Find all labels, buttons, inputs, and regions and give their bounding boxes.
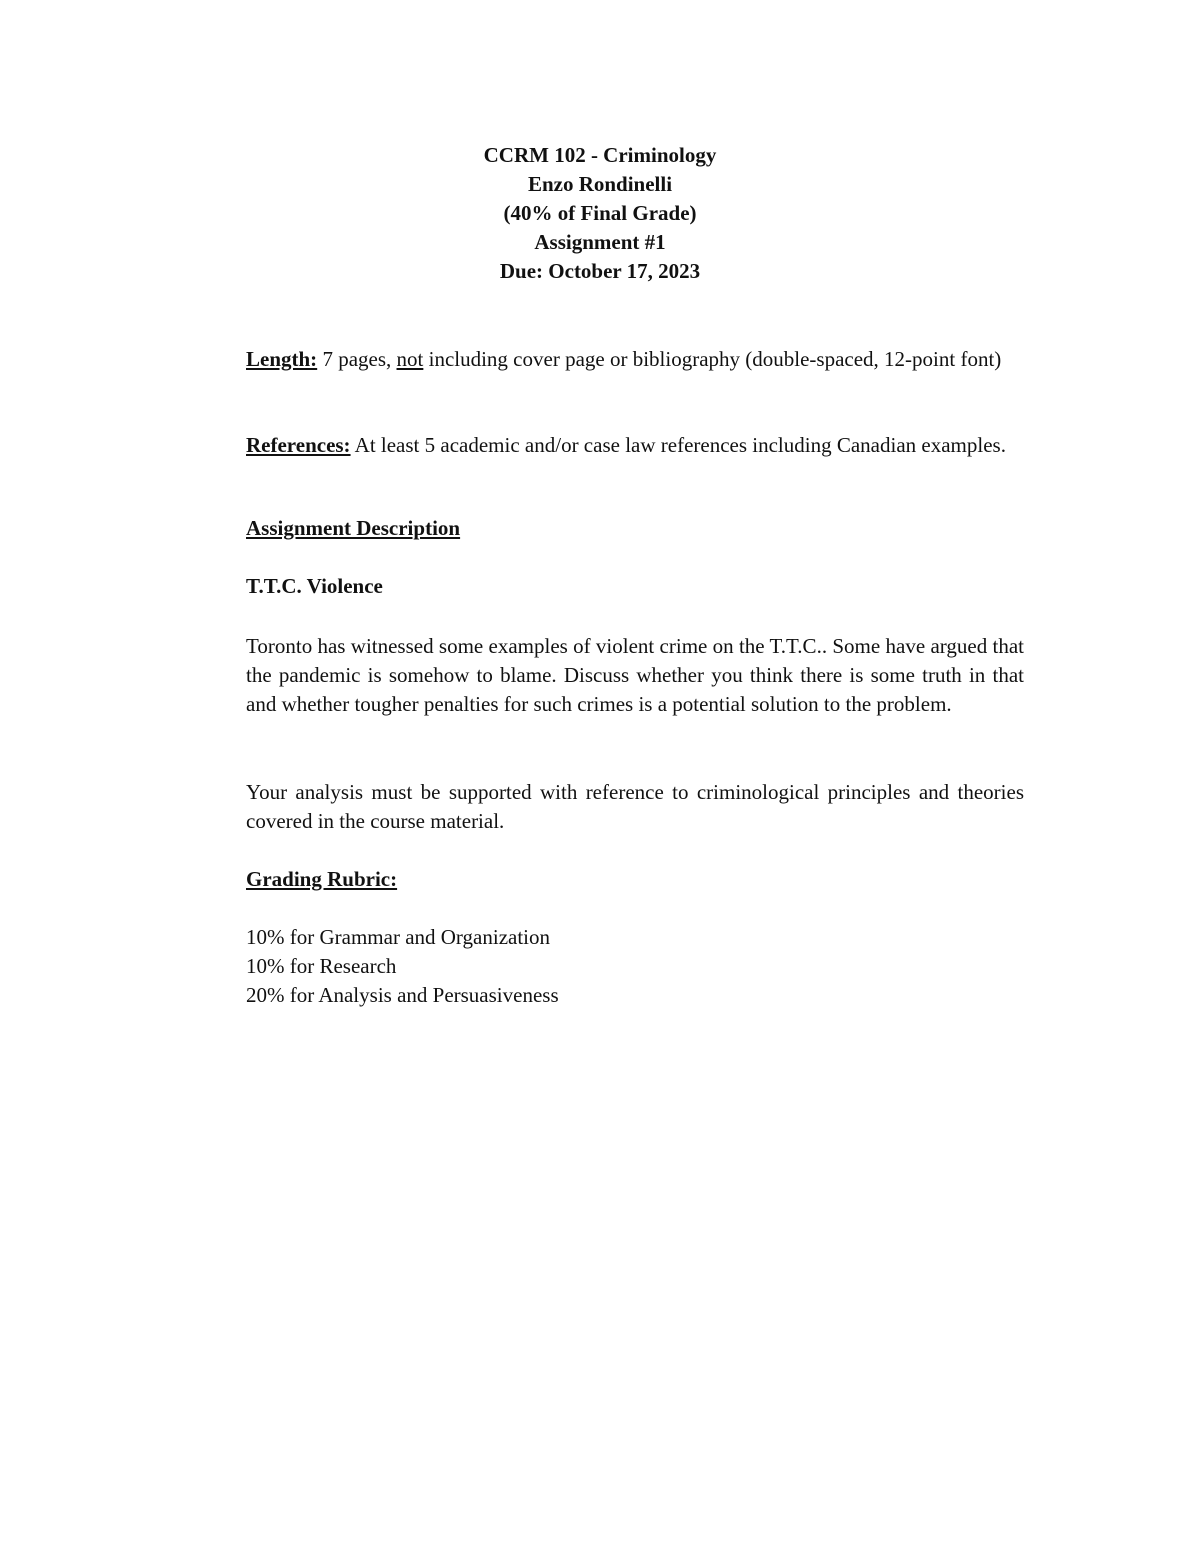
rubric-item: 10% for Grammar and Organization bbox=[246, 925, 551, 949]
instructor-name: Enzo Rondinelli bbox=[527, 172, 673, 196]
rubric-item: 10% for Research bbox=[246, 954, 397, 978]
length-text-after: including cover page or bibliography (double-spaced, 12-point font) bbox=[423, 347, 1002, 371]
document-header bbox=[0, 141, 1200, 286]
grading-rubric-heading: Grading Rubric: bbox=[246, 867, 398, 891]
grade-weight: (40% of Final Grade) bbox=[503, 201, 697, 225]
length-requirement bbox=[246, 345, 1024, 374]
assignment-description-heading: Assignment Description bbox=[246, 516, 461, 540]
due-date: Due: October 17, 2023 bbox=[499, 259, 701, 283]
course-title: CCRM 102 - Criminology bbox=[483, 143, 717, 167]
length-emphasis: not bbox=[396, 347, 424, 371]
length-label: Length: bbox=[246, 347, 318, 371]
grading-rubric-list bbox=[246, 923, 1024, 1010]
references-label: References: bbox=[246, 433, 351, 457]
topic-title: T.T.C. Violence bbox=[246, 574, 383, 598]
references-text: At least 5 academic and/or case law references including Canadian examples. bbox=[350, 433, 1006, 457]
rubric-item: 20% for Analysis and Persuasiveness bbox=[246, 983, 559, 1007]
assignment-prompt: Toronto has witnessed some examples of violent crime on the T.T.C.. Some have argued that the pandemic is somehow to blame. Discuss whether you think there is some truth in that and whether tougher penalties for such crimes is a potential solution to the problem. bbox=[246, 634, 1024, 716]
length-text-before: 7 pages, bbox=[317, 347, 397, 371]
references-requirement bbox=[246, 431, 1024, 460]
assignment-number: Assignment #1 bbox=[534, 230, 666, 254]
analysis-requirement: Your analysis must be supported with reference to criminological principles and theories covered in the course material. bbox=[246, 780, 1024, 833]
